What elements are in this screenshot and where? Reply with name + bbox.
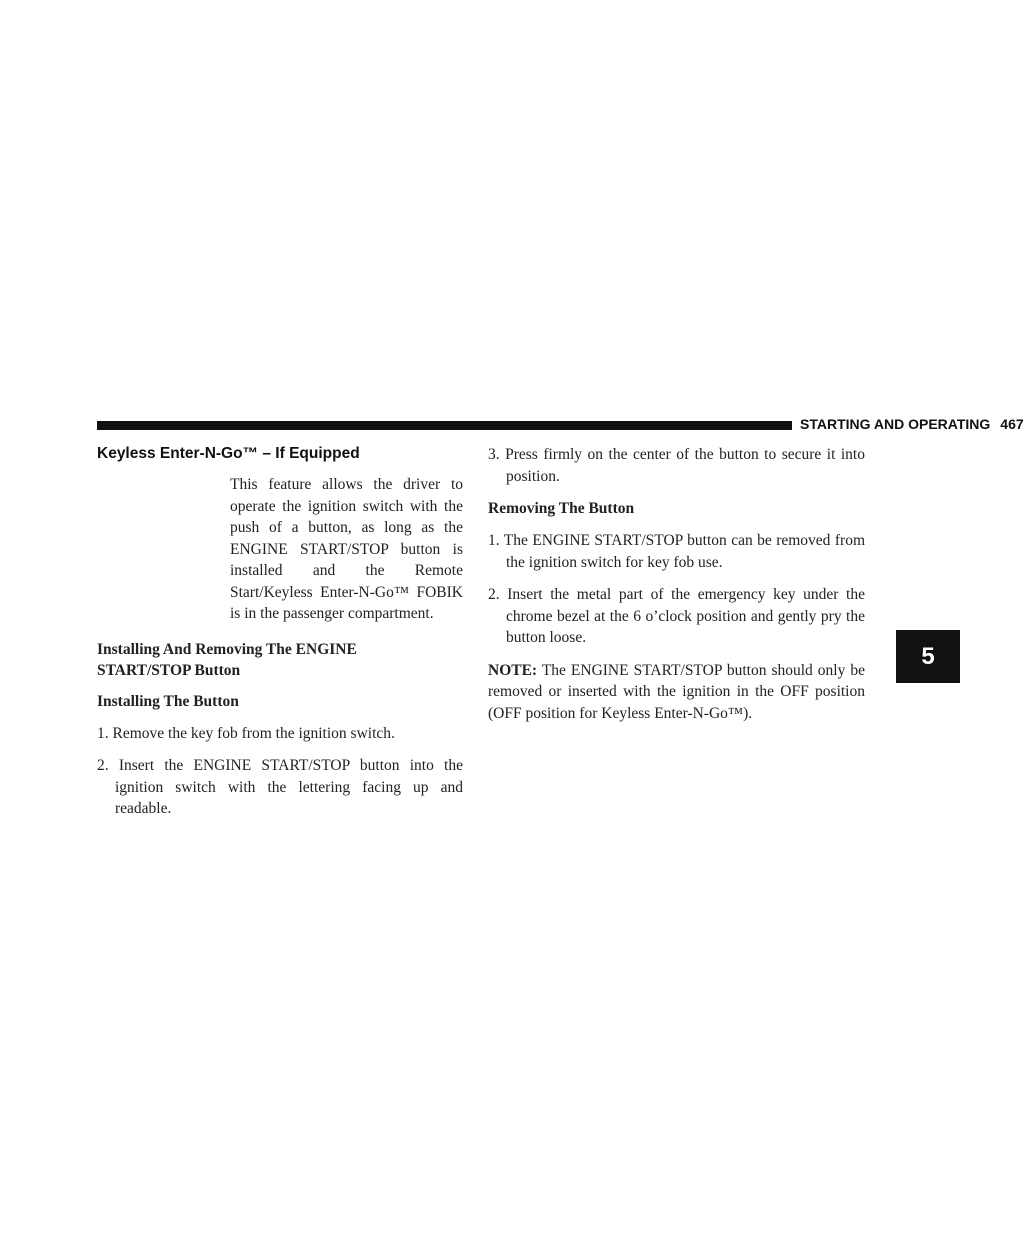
subhead-line-1: Installing And Removing The ENGINE bbox=[97, 640, 357, 658]
right-column bbox=[488, 444, 865, 724]
note-text: The ENGINE START/STOP button should only be removed or inserted with the ignition in the OFF position (OFF position for Keyless Enter-N-Go™). bbox=[488, 661, 865, 722]
list-item: 2. Insert the ENGINE START/STOP button into the ignition switch with the lettering facing up and readable. bbox=[97, 757, 463, 817]
section-name: STARTING AND OPERATING bbox=[800, 416, 991, 432]
running-header bbox=[800, 416, 1024, 432]
note-paragraph bbox=[488, 660, 865, 725]
intro-paragraph: This feature allows the driver to operate the ignition switch with the push of a button, as long as the ENGINE START/STOP button is installed and the Remote Start/Keyless Enter-N-Go™ FOBIK is in the passenger compartment. bbox=[230, 476, 463, 622]
page-number: 467 bbox=[1000, 416, 1024, 432]
header-rule bbox=[97, 421, 792, 430]
list-item: 1. Remove the key fob from the ignition switch. bbox=[97, 724, 395, 742]
subhead-installing-removing bbox=[97, 639, 463, 681]
subhead-line-2: START/STOP Button bbox=[97, 661, 241, 679]
list-item: 3. Press firmly on the center of the button to secure it into position. bbox=[488, 446, 865, 485]
subhead-installing-button: Installing The Button bbox=[97, 692, 239, 710]
list-item: 1. The ENGINE START/STOP button can be removed from the ignition switch for key fob use. bbox=[488, 532, 865, 571]
section-title: Keyless Enter-N-Go™ – If Equipped bbox=[97, 445, 360, 462]
left-column bbox=[97, 444, 463, 820]
note-label: NOTE: bbox=[488, 661, 538, 679]
subhead-removing-button: Removing The Button bbox=[488, 500, 635, 517]
chapter-tab: 5 bbox=[896, 630, 960, 683]
list-item: 2. Insert the metal part of the emergency key under the chrome bezel at the 6 o’clock position and gently pry the button loose. bbox=[488, 586, 865, 646]
